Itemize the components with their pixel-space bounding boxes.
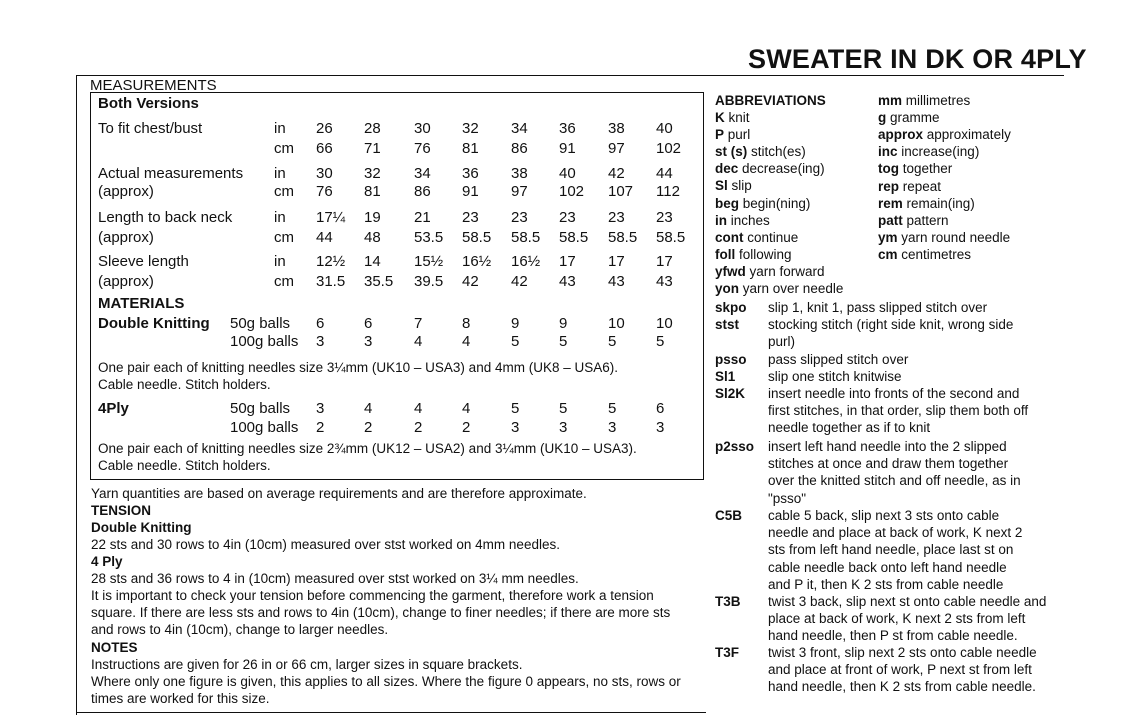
ply-tension-heading: 4 Ply <box>91 554 123 569</box>
abbreviation-code: approx <box>878 127 924 143</box>
abbreviation-code: inc <box>878 144 898 160</box>
measurement-cell: 42 <box>608 165 625 182</box>
abbreviation-meaning: yarn over needle <box>742 281 844 296</box>
measurement-cell: 16½ <box>511 253 541 270</box>
abbreviation-entry <box>715 264 825 279</box>
row-label: (approx) <box>98 273 154 290</box>
quantity-cell: 5 <box>511 400 520 417</box>
notes-heading: NOTES <box>91 640 138 655</box>
measurement-cell: 102 <box>656 140 682 157</box>
measurement-cell: 30 <box>316 165 333 182</box>
abbreviation-code: Sl2K <box>715 386 746 401</box>
abbreviation-code: mm <box>878 93 903 108</box>
abbreviation-code: psso <box>715 352 747 367</box>
abbreviation-entry <box>715 127 750 142</box>
measurement-cell: 17¼ <box>316 209 346 226</box>
measurement-cell: 19 <box>364 209 381 226</box>
quantity-cell: 4 <box>414 333 423 350</box>
abbreviation-meaning: yarn round needle <box>901 229 1011 245</box>
abbreviation-definition-line: place at back of work, K next 2 sts from left <box>768 611 1026 627</box>
abbreviation-entry <box>878 93 970 108</box>
quantity-cell: 8 <box>462 315 471 332</box>
abbreviation-code: g <box>878 110 887 126</box>
unit-label: in <box>274 165 286 182</box>
abbreviation-code: P <box>715 127 725 143</box>
unit-label: cm <box>274 140 294 157</box>
quantity-cell: 4 <box>462 400 471 417</box>
measurement-cell: 23 <box>511 209 528 226</box>
measurement-cell: 21 <box>414 209 431 226</box>
measurement-cell: 97 <box>511 183 528 200</box>
abbreviation-entry <box>715 281 843 296</box>
abbreviation-meaning: stitch(es) <box>751 144 806 160</box>
abbreviation-meaning: pattern <box>906 212 949 228</box>
measurement-cell: 35.5 <box>364 273 394 290</box>
quantity-cell: 3 <box>559 419 568 436</box>
row-label: Length to back neck <box>98 209 233 226</box>
abbreviation-definition-line: purl) <box>768 334 796 350</box>
unit-label: in <box>274 253 286 270</box>
abbreviation-entry <box>878 230 1010 245</box>
unit-label: cm <box>274 183 294 200</box>
abbreviation-entry <box>715 247 792 262</box>
abbreviation-entry <box>878 127 1011 142</box>
measurement-cell: 36 <box>462 165 479 182</box>
abbreviation-code: K <box>715 110 725 125</box>
measurement-cell: 38 <box>608 120 625 137</box>
abbreviation-definition-line: and P it, then K 2 sts from cable needle <box>768 576 1004 592</box>
ply-tension-text: 28 sts and 36 rows to 4 in (10cm) measured over stst worked on 3¼ mm needles. <box>91 571 579 586</box>
ball-unit-label: 100g balls <box>230 419 299 436</box>
abbreviation-meaning: yarn forward <box>749 263 825 279</box>
unit-label: cm <box>274 229 294 246</box>
measurement-cell: 26 <box>316 120 333 137</box>
measurement-cell: 31.5 <box>316 273 346 290</box>
measurement-cell: 97 <box>608 140 625 157</box>
measurement-cell: 86 <box>511 140 528 157</box>
abbreviation-meaning: inches <box>730 212 770 228</box>
abbreviation-code: p2sso <box>715 439 755 454</box>
quantity-cell: 5 <box>559 400 568 417</box>
measurement-cell: 48 <box>364 229 381 246</box>
abbreviation-code: yon <box>715 281 740 296</box>
left-rule <box>76 75 77 715</box>
measurement-cell: 44 <box>316 229 333 246</box>
dk-extras-note: Cable needle. Stitch holders. <box>98 377 271 392</box>
materials-heading: MATERIALS <box>98 295 185 312</box>
abbreviation-definition-line: sts from left hand needle, place last st on <box>768 542 1014 558</box>
quantity-cell: 6 <box>316 315 325 332</box>
dk-tension-text: 22 sts and 30 rows to 4in (10cm) measured over stst worked on 4mm needles. <box>91 537 560 552</box>
abbreviation-code: beg <box>715 195 740 211</box>
abbreviation-definition-line: insert left hand needle into the 2 slipped <box>768 439 1007 454</box>
quantity-cell: 2 <box>414 419 423 436</box>
abbreviation-entry <box>878 144 979 159</box>
measurement-cell: 102 <box>559 183 585 200</box>
row-label: To fit chest/bust <box>98 120 203 137</box>
abbreviation-meaning: decrease(ing) <box>742 161 825 177</box>
ball-unit-label: 50g balls <box>230 400 291 417</box>
measurement-cell: 66 <box>316 140 333 157</box>
measurement-cell: 38 <box>511 165 528 182</box>
quantity-cell: 4 <box>364 400 373 417</box>
abbreviation-definition-line: insert needle into fronts of the second and <box>768 386 1020 401</box>
notes-line: times are worked for this size. <box>91 691 270 706</box>
abbreviation-definition-line: first stitches, in that order, slip them both off <box>768 403 1029 419</box>
row-label: Actual measurements <box>98 165 244 182</box>
quantity-cell: 9 <box>559 315 568 332</box>
abbreviations-heading: ABBREVIATIONS <box>715 93 826 108</box>
measurement-cell: 81 <box>462 140 479 157</box>
tension-advice-line: It is important to check your tension before commencing the garment, therefore work a tension <box>91 588 654 603</box>
measurement-cell: 43 <box>559 273 576 290</box>
abbreviation-meaning: approximately <box>926 127 1011 143</box>
quantity-cell: 10 <box>608 315 625 332</box>
abbreviation-definition-line: twist 3 back, slip next st onto cable needle and <box>768 594 1047 609</box>
measurement-cell: 32 <box>364 165 381 182</box>
measurement-cell: 39.5 <box>414 273 444 290</box>
measurement-cell: 36 <box>559 120 576 137</box>
quantity-cell: 3 <box>316 333 325 350</box>
abbreviation-code: in <box>715 212 727 228</box>
abbreviation-definition-line: slip 1, knit 1, pass slipped stitch over <box>768 300 988 315</box>
measurement-cell: 40 <box>559 165 576 182</box>
quantity-cell: 6 <box>656 400 665 417</box>
measurement-cell: 58.5 <box>656 229 686 246</box>
tension-heading: TENSION <box>91 503 152 518</box>
abbreviation-definition-line: hand needle, then P st from cable needle. <box>768 628 1018 644</box>
abbreviation-entry <box>715 144 806 159</box>
measurement-cell: 23 <box>559 209 576 226</box>
quantity-cell: 3 <box>364 333 373 350</box>
quantity-cell: 7 <box>414 315 423 332</box>
quantity-cell: 10 <box>656 315 673 332</box>
measurement-cell: 58.5 <box>511 229 541 246</box>
abbreviation-entry <box>715 213 770 228</box>
both-versions-label: Both Versions <box>98 95 199 112</box>
abbreviation-meaning: remain(ing) <box>906 195 975 211</box>
abbreviation-code: foll <box>715 246 736 262</box>
abbreviation-code: rem <box>878 195 903 211</box>
measurement-cell: 91 <box>559 140 576 157</box>
abbreviation-meaning: knit <box>728 110 750 125</box>
ply4-extras-note: Cable needle. Stitch holders. <box>98 458 271 473</box>
measurement-cell: 12½ <box>316 253 346 270</box>
abbreviation-meaning: millimetres <box>905 93 971 108</box>
abbreviation-definition-line: twist 3 front, slip next 2 sts onto cable needle <box>768 645 1037 660</box>
measurement-cell: 17 <box>559 253 576 270</box>
abbreviation-meaning: gramme <box>890 110 940 126</box>
abbreviation-code: rep <box>878 178 900 194</box>
abbreviation-definition-line: stitches at once and draw them together <box>768 456 1009 472</box>
notes-line: Where only one figure is given, this applies to all sizes. Where the figure 0 appears, no sts, rows or <box>91 674 681 689</box>
abbreviation-entry <box>715 196 810 211</box>
abbreviation-code: cont <box>715 229 744 245</box>
measurement-cell: 43 <box>656 273 673 290</box>
abbreviation-meaning: slip <box>731 178 752 194</box>
bottom-rule <box>76 712 706 713</box>
unit-label: in <box>274 120 286 137</box>
measurement-cell: 16½ <box>462 253 492 270</box>
abbreviation-meaning: begin(ning) <box>742 195 811 211</box>
quantity-cell: 5 <box>608 400 617 417</box>
measurement-cell: 28 <box>364 120 381 137</box>
abbreviation-meaning: together <box>902 161 953 177</box>
quantity-cell: 2 <box>462 419 471 436</box>
quantity-cell: 3 <box>608 419 617 436</box>
quantity-cell: 4 <box>414 400 423 417</box>
dk-label: Double Knitting <box>98 315 210 332</box>
ply4-label: 4Ply <box>98 400 129 417</box>
abbreviation-entry <box>878 110 940 125</box>
abbreviation-meaning: centimetres <box>901 246 972 262</box>
abbreviation-code: st (s) <box>715 144 748 160</box>
quantity-cell: 2 <box>316 419 325 436</box>
abbreviation-entry <box>878 247 971 262</box>
measurement-cell: 30 <box>414 120 431 137</box>
dk-needles-note: One pair each of knitting needles size 3¼mm (UK10 – USA3) and 4mm (UK8 – USA6). <box>98 360 618 375</box>
abbreviation-code: Sl1 <box>715 369 736 384</box>
abbreviation-code: skpo <box>715 300 747 315</box>
abbreviation-entry <box>878 161 952 176</box>
abbreviation-definition-line: "psso" <box>768 490 807 506</box>
ply4-needles-note: One pair each of knitting needles size 2¾mm (UK12 – USA2) and 3¼mm (UK10 – USA3). <box>98 441 637 456</box>
measurement-cell: 91 <box>462 183 479 200</box>
measurement-cell: 107 <box>608 183 634 200</box>
abbreviation-entry <box>878 213 949 228</box>
quantity-cell: 5 <box>511 333 520 350</box>
abbreviation-code: yfwd <box>715 263 746 279</box>
quantity-cell: 5 <box>559 333 568 350</box>
measurement-cell: 76 <box>316 183 333 200</box>
measurement-cell: 15½ <box>414 253 444 270</box>
measurement-cell: 34 <box>511 120 528 137</box>
abbreviation-definition-line: needle and place at back of work, K next 2 <box>768 525 1023 541</box>
quantity-cell: 3 <box>656 419 665 436</box>
abbreviation-definition-line: pass slipped stitch over <box>768 352 909 367</box>
measurement-cell: 40 <box>656 120 673 137</box>
quantity-cell: 2 <box>364 419 373 436</box>
abbreviation-meaning: continue <box>747 229 799 245</box>
abbreviation-definition-line: slip one stitch knitwise <box>768 369 902 384</box>
tension-advice-line: and rows to 4in (10cm), change to larger needles. <box>91 622 389 637</box>
page-title: SWEATER IN DK OR 4PLY <box>748 44 1087 74</box>
measurement-cell: 14 <box>364 253 381 270</box>
dk-tension-heading: Double Knitting <box>91 520 192 535</box>
ball-unit-label: 50g balls <box>230 315 291 332</box>
measurement-cell: 34 <box>414 165 431 182</box>
abbreviation-definition-line: cable needle back onto left hand needle <box>768 559 1007 575</box>
measurement-cell: 58.5 <box>559 229 589 246</box>
quantity-cell: 3 <box>316 400 325 417</box>
abbreviation-code: patt <box>878 212 903 228</box>
unit-label: in <box>274 209 286 226</box>
quantity-cell: 5 <box>608 333 617 350</box>
abbreviation-code: Sl <box>715 178 728 194</box>
abbreviation-entry <box>715 161 825 176</box>
measurement-cell: 23 <box>608 209 625 226</box>
measurement-cell: 81 <box>364 183 381 200</box>
abbreviation-code: T3B <box>715 594 741 609</box>
abbreviation-definition-line: stocking stitch (right side knit, wrong side <box>768 317 1014 332</box>
quantity-cell: 6 <box>364 315 373 332</box>
abbreviation-meaning: purl <box>727 127 751 143</box>
measurement-cell: 71 <box>364 140 381 157</box>
abbreviation-definition-line: hand needle, then K 2 sts from cable needle. <box>768 679 1036 695</box>
abbreviation-entry <box>878 179 941 194</box>
title-rule <box>76 75 1064 76</box>
measurement-cell: 76 <box>414 140 431 157</box>
measurement-cell: 32 <box>462 120 479 137</box>
abbreviation-code: C5B <box>715 508 743 523</box>
measurement-cell: 112 <box>656 183 680 200</box>
abbreviation-meaning: increase(ing) <box>901 144 980 160</box>
abbreviation-definition-line: cable 5 back, slip next 3 sts onto cable <box>768 508 1000 523</box>
abbreviation-entry <box>715 230 798 245</box>
abbreviation-definition-line: needle together as if to knit <box>768 420 931 436</box>
measurement-cell: 58.5 <box>462 229 492 246</box>
row-label: (approx) <box>98 229 154 246</box>
measurement-cell: 58.5 <box>608 229 638 246</box>
abbreviation-definition-line: over the knitted stitch and off needle, as in <box>768 473 1021 489</box>
quantity-cell: 5 <box>656 333 665 350</box>
quantity-cell: 9 <box>511 315 520 332</box>
measurement-cell: 17 <box>608 253 625 270</box>
measurement-cell: 42 <box>511 273 528 290</box>
quantity-cell: 3 <box>511 419 520 436</box>
row-label: Sleeve length <box>98 253 189 270</box>
abbreviation-code: tog <box>878 161 899 177</box>
abbreviation-code: T3F <box>715 645 740 660</box>
tension-advice-line: square. If there are less sts and rows to 4in (10cm), change to finer needles; if there are more sts <box>91 605 671 620</box>
abbreviation-code: cm <box>878 246 898 262</box>
abbreviation-code: dec <box>715 161 739 177</box>
abbreviation-definition-line: and place at front of work, P next st from left <box>768 662 1032 678</box>
abbreviation-entry <box>715 178 752 193</box>
ball-unit-label: 100g balls <box>230 333 299 350</box>
abbreviation-code: ym <box>878 229 898 245</box>
measurement-cell: 86 <box>414 183 431 200</box>
measurement-cell: 17 <box>656 253 673 270</box>
abbreviation-entry <box>715 110 750 125</box>
unit-label: cm <box>274 273 294 290</box>
measurement-cell: 53.5 <box>414 229 444 246</box>
measurement-cell: 43 <box>608 273 625 290</box>
abbreviation-meaning: following <box>739 246 792 262</box>
abbreviation-code: stst <box>715 317 740 332</box>
measurements-heading: MEASUREMENTS <box>90 77 217 94</box>
measurement-cell: 23 <box>462 209 479 226</box>
measurement-cell: 44 <box>656 165 673 182</box>
quantity-cell: 4 <box>462 333 471 350</box>
abbreviation-entry <box>878 196 975 211</box>
measurement-cell: 42 <box>462 273 479 290</box>
yarn-note: Yarn quantities are based on average requirements and are therefore approximate. <box>91 486 587 501</box>
row-label: (approx) <box>98 183 154 200</box>
measurement-cell: 23 <box>656 209 673 226</box>
notes-line: Instructions are given for 26 in or 66 cm, larger sizes in square brackets. <box>91 657 523 672</box>
abbreviation-meaning: repeat <box>902 178 942 194</box>
